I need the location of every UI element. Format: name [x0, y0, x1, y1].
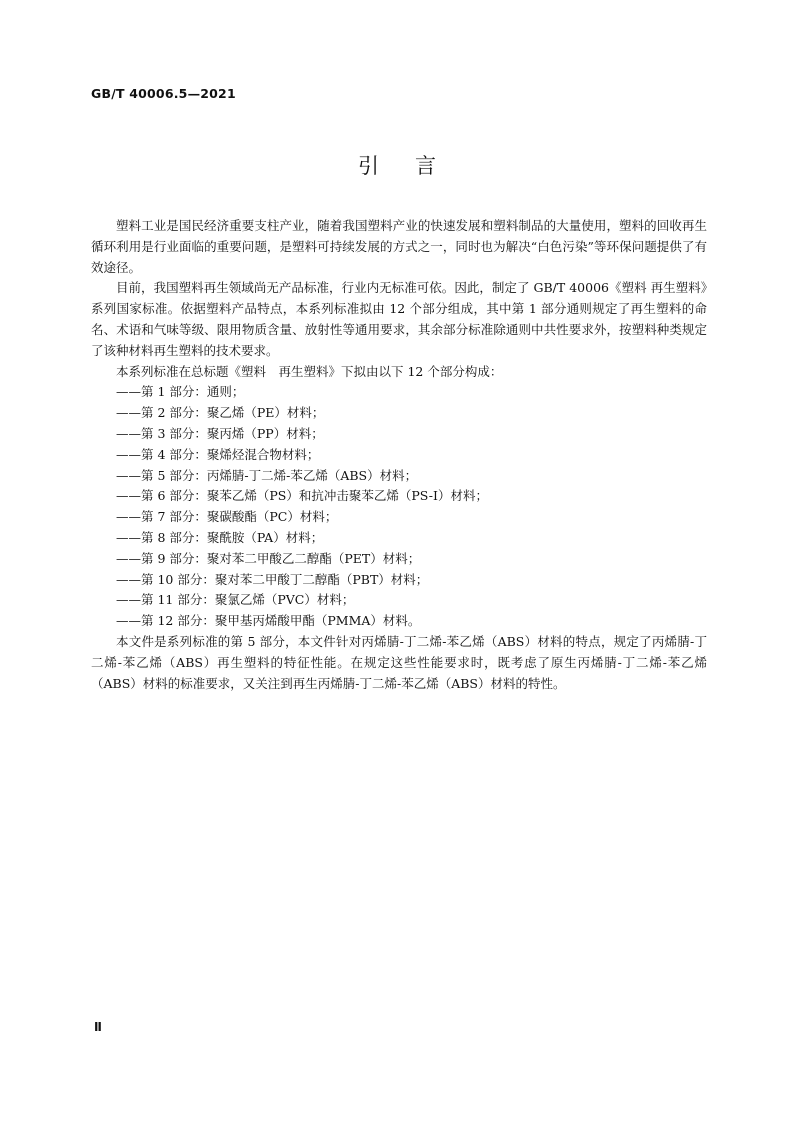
- list-item: ——第 2 部分：聚乙烯（PE）材料；: [116, 405, 325, 421]
- parts-list: [91, 382, 707, 632]
- list-item: ——第 5 部分：丙烯腈-丁二烯-苯乙烯（ABS）材料；: [116, 467, 418, 483]
- intro-paragraph-3: 本系列标准在总标题《塑料 再生塑料》下拟由以下 12 个部分构成：: [116, 363, 503, 379]
- page-title: 引言: [358, 154, 472, 178]
- introduction-body: [91, 216, 707, 694]
- closing-paragraph: 本文件是系列标准的第 5 部分，本文件针对丙烯腈-丁二烯-苯乙烯（ABS）材料的特点，规定了丙烯腈-丁二烯-苯乙烯（ABS）再生塑料的特征性能。在规定这些性能要求时，既考虑了原生丙烯腈-丁二烯-苯乙烯（ABS）材料的标准要求，又关注到再生丙烯腈-丁二烯-苯乙烯（ABS）材料的特性。: [91, 633, 707, 691]
- list-item: ——第 11 部分：聚氯乙烯（PVC）材料；: [116, 592, 355, 608]
- list-item: ——第 12 部分：聚甲基丙烯酸甲酯（PMMA）材料。: [116, 613, 421, 629]
- intro-paragraph-2: 目前，我国塑料再生领域尚无产品标准，行业内无标准可依。因此，制定了 GB/T 40006《塑料 再生塑料》系列国家标准。依据塑料产品特点，本系列标准拟由 12 个部分组成，其中第 1 部分通则规定了再生塑料的命名、术语和气味等级、限用物质含量、放射性等通用要求，其余部分标准除通则中共性要求外，按塑料种类规定了该种材料再生塑料的技术要求。: [91, 280, 707, 358]
- list-item: ——第 7 部分：聚碳酸酯（PC）材料；: [116, 509, 338, 525]
- list-item: ——第 10 部分：聚对苯二甲酸丁二醇酯（PBT）材料；: [116, 571, 429, 587]
- list-item: ——第 3 部分：聚丙烯（PP）材料；: [116, 425, 324, 441]
- list-item: ——第 1 部分：通则；: [116, 384, 245, 400]
- standard-code: GB/T 40006.5—2021: [91, 86, 236, 101]
- list-item: ——第 8 部分：聚酰胺（PA）材料；: [116, 529, 324, 545]
- list-item: ——第 6 部分：聚苯乙烯（PS）和抗冲击聚苯乙烯（PS-I）材料；: [116, 488, 488, 504]
- page-number: Ⅱ: [94, 1020, 102, 1034]
- list-item: ——第 9 部分：聚对苯二甲酸乙二醇酯（PET）材料；: [116, 550, 421, 566]
- intro-paragraph-1: 塑料工业是国民经济重要支柱产业，随着我国塑料产业的快速发展和塑料制品的大量使用，塑料的回收再生循环利用是行业面临的重要问题，是塑料可持续发展的方式之一，同时也为解决“白色污染”等环保问题提供了有效途径。: [91, 218, 707, 275]
- list-item: ——第 4 部分：聚烯烃混合物材料；: [116, 446, 320, 462]
